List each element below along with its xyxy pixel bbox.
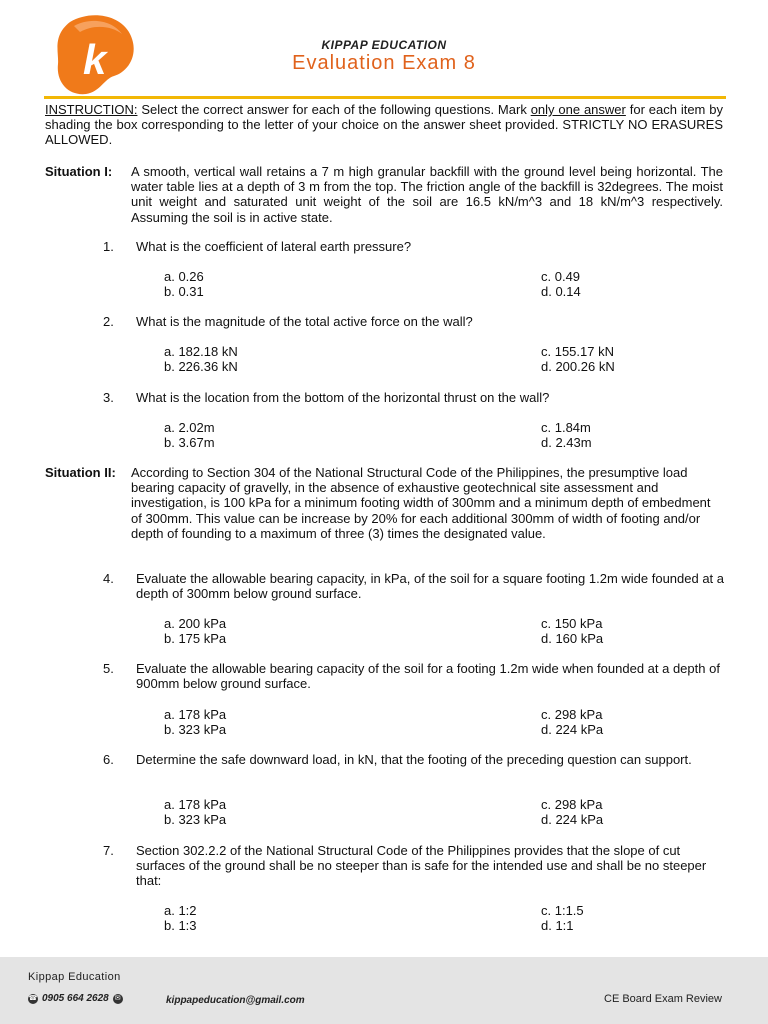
option-a: a. 0.26 [164, 269, 204, 284]
option-c: c. 298 kPa [541, 797, 603, 812]
option-a: a. 2.02m [164, 420, 215, 435]
option-d: d. 200.26 kN [541, 359, 615, 374]
option-a: a. 200 kPa [164, 616, 227, 631]
mail-icon: ✉ [113, 994, 123, 1004]
question-text: What is the magnitude of the total active force on the wall? [136, 314, 473, 329]
question-number: 6. [103, 752, 114, 767]
option-c: c. 298 kPa [541, 707, 603, 722]
option-b: b. 226.36 kN [164, 359, 238, 374]
question-text: Section 302.2.2 of the National Structural Code of the Philippines provides that the slope of cut surfaces of the ground shall be no steeper than is safe for the intended use and shall be no steeper that: [136, 843, 707, 889]
instruction-label: INSTRUCTION: [45, 102, 138, 117]
option-c: c. 155.17 kN [541, 344, 614, 359]
option-d: d. 0.14 [541, 284, 581, 299]
option-b: b. 3.67m [164, 435, 215, 450]
option-c: c. 150 kPa [541, 616, 603, 631]
option-c: c. 0.49 [541, 269, 581, 284]
option-a: a. 182.18 kN [164, 344, 238, 359]
footer-phone [28, 993, 123, 1004]
question-text: Evaluate the allowable bearing capacity of the soil for a footing 1.2m wide when founded at a depth of 900mm below ground surface. [136, 661, 720, 692]
instruction [45, 102, 723, 148]
situation-label: Situation I: [45, 164, 113, 179]
question-text: What is the location from the bottom of the horizontal thrust on the wall? [136, 390, 550, 405]
footer-phone-number: 0905 664 2628 [42, 993, 109, 1004]
instruction-emphasis: only one answer [530, 102, 626, 117]
option-c: c. 1:1.5 [541, 903, 584, 918]
option-a: a. 178 kPa [164, 707, 227, 722]
footer-email: kippapeducation@gmail.com [166, 995, 305, 1006]
question-text: What is the coefficient of lateral earth pressure? [136, 239, 412, 254]
question-number: 2. [103, 314, 114, 329]
footer-brand: Kippap Education [28, 971, 121, 983]
option-a: a. 178 kPa [164, 797, 227, 812]
option-d: d. 160 kPa [541, 631, 604, 646]
option-b: b. 323 kPa [164, 722, 227, 737]
question-text: Evaluate the allowable bearing capacity, in kPa, of the soil for a square footing 1.2m wide founded at a depth of 300mm below ground surface. [136, 571, 725, 602]
brand-name: KIPPAP EDUCATION [321, 38, 447, 52]
option-b: b. 1:3 [164, 918, 197, 933]
header-divider [44, 96, 726, 99]
phone-icon: ☎ [28, 994, 38, 1002]
option-d: d. 2.43m [541, 435, 592, 450]
option-a: a. 1:2 [164, 903, 197, 918]
option-d: d. 224 kPa [541, 812, 604, 827]
question-text: Determine the safe downward load, in kN, that the footing of the preceding question can support. [136, 752, 692, 767]
option-d: d. 1:1 [541, 918, 574, 933]
question-number: 1. [103, 239, 114, 254]
situation-text: According to Section 304 of the National Structural Code of the Philippines, the presumptive load bearing capacity of gravelly, in the absence of exhaustive geotechnical site assessment and investigation, is 100 kPa for a minimum footing width of 300mm and a minimum depth of embedment of 300mm. This value can be increase by 20% for each additional 300mm of width of footing and/or depth of founding to a maximum of three (3) times the designated value. [131, 465, 711, 541]
question-number: 4. [103, 571, 114, 586]
situation-text: A smooth, vertical wall retains a 7 m high granular backfill with the ground level being horizontal. The water table lies at a depth of 3 m from the top. The friction angle of the backfill is 32degrees. The moist unit weight and saturated unit weight of the soil are 16.5 kN/m^3 and 18 kN/m^3 respectively. Assuming the soil is in active state. [131, 164, 723, 225]
option-d: d. 224 kPa [541, 722, 604, 737]
option-b: b. 0.31 [164, 284, 204, 299]
logo-letter: k [83, 36, 107, 83]
option-b: b. 175 kPa [164, 631, 227, 646]
question-number: 3. [103, 390, 114, 405]
page-footer [0, 957, 768, 1024]
instruction-text-a: Select the correct answer for each of the following questions. Mark [137, 102, 531, 117]
option-b: b. 323 kPa [164, 812, 227, 827]
instruction-text-b: for each item by shading the box corresponding to the letter of your choice on the answer sheet provided. STRICTLY NO ERASURES ALLOWED. [45, 102, 723, 148]
question-number: 7. [103, 843, 114, 858]
footer-tagline: CE Board Exam Review [604, 993, 722, 1005]
option-c: c. 1.84m [541, 420, 591, 435]
situation-label: Situation II: [45, 465, 116, 480]
question-number: 5. [103, 661, 114, 676]
page-title: Evaluation Exam 8 [292, 52, 476, 74]
